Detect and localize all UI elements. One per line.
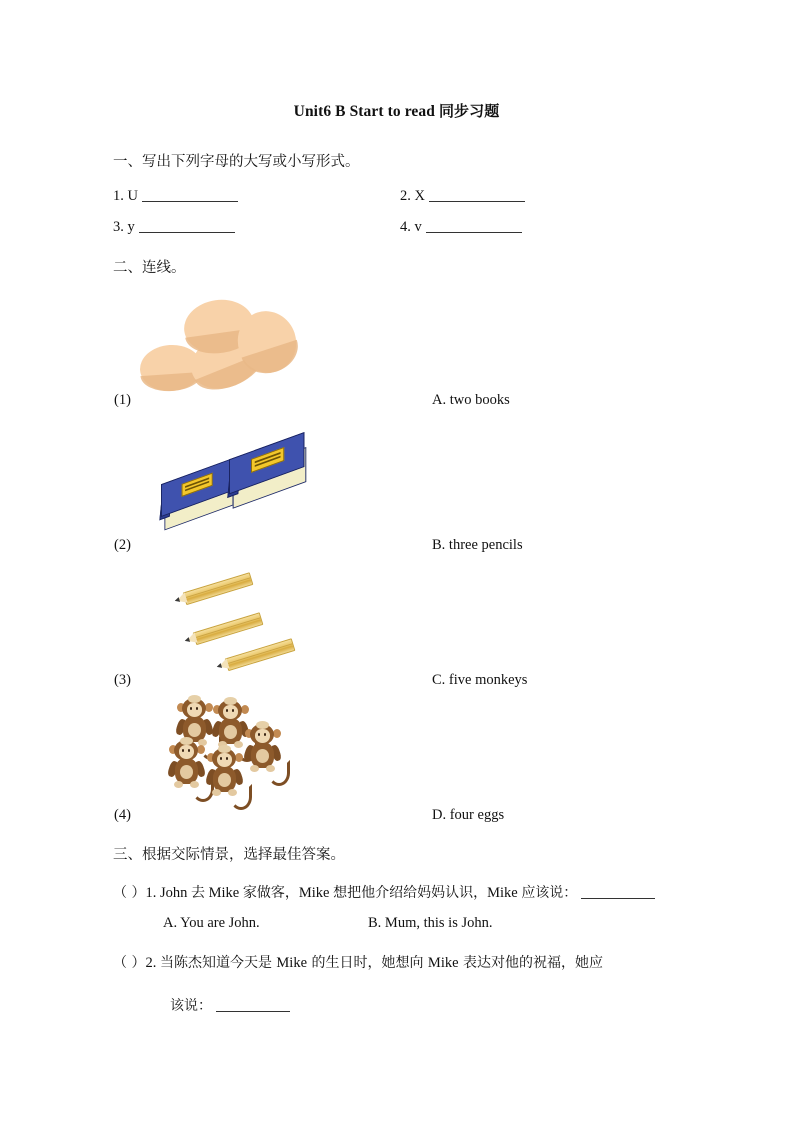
four-eggs-illustration	[140, 295, 315, 395]
question-1-text-en-2: Mike	[204, 885, 243, 901]
page-title	[0, 100, 793, 121]
fill-blank-item-1	[113, 188, 238, 205]
match-number-4[interactable]: (4)	[114, 807, 131, 823]
question-2	[113, 952, 603, 972]
fill-blank-item-2	[400, 188, 525, 205]
question-2-text-cn-1: 当陈杰知道今天是	[159, 955, 277, 971]
question-2-text-cn-4: 该说：	[170, 998, 212, 1014]
question-1-option-b[interactable]: B. Mum, this is John.	[368, 915, 493, 931]
question-1-number: 1.	[145, 885, 157, 901]
question-1-text-cn-3: 想把他介绍给妈妈认识，	[333, 885, 488, 901]
fill-blank-label-4: 4. v	[400, 219, 422, 235]
match-option-a[interactable]: A. two books	[432, 392, 510, 408]
fill-blank-item-4	[400, 219, 522, 236]
pencil-shape	[173, 573, 251, 606]
question-1-text-cn-1: 去	[190, 885, 205, 901]
question-2-bracket[interactable]: （ ）	[113, 955, 146, 971]
fill-blank-label-3: 3. y	[113, 219, 135, 235]
question-2-number: 2.	[145, 955, 157, 971]
question-1	[113, 882, 655, 902]
match-number-3[interactable]: (3)	[114, 672, 131, 688]
question-2-continued	[170, 995, 290, 1015]
question-1-bracket[interactable]: （ ）	[113, 885, 146, 901]
question-2-answer-blank[interactable]	[216, 1011, 290, 1012]
question-1-text-en-4: Mike	[487, 885, 522, 901]
match-option-d[interactable]: D. four eggs	[432, 807, 505, 823]
question-2-text-cn-2: 的生日时，她想向	[307, 955, 428, 971]
answer-blank-2[interactable]	[429, 201, 525, 202]
match-option-c[interactable]: C. five monkeys	[432, 672, 528, 688]
question-2-text-en-1: Mike	[276, 955, 308, 971]
section-2-heading: 二、连线。	[113, 260, 186, 276]
answer-blank-1[interactable]	[142, 201, 238, 202]
five-monkeys-illustration	[168, 698, 303, 806]
question-1-text-cn-2: 家做客，	[242, 885, 299, 901]
pencil-shape	[215, 639, 293, 672]
fill-blank-item-3	[113, 219, 235, 236]
section-3-heading: 三、根据交际情景，选择最佳答案。	[113, 847, 345, 863]
match-number-1[interactable]: (1)	[114, 392, 131, 408]
section-1-heading: 一、写出下列字母的大写或小写形式。	[113, 154, 360, 170]
pencil-shape	[183, 613, 261, 646]
fill-blank-label-1: 1. U	[113, 188, 138, 204]
answer-blank-4[interactable]	[426, 232, 522, 233]
question-1-text-en-1: John	[159, 885, 191, 901]
question-2-text-cn-3: 表达对他的祝福，她应	[458, 955, 603, 971]
two-books-illustration	[155, 442, 305, 530]
question-1-text-cn-4: 应该说：	[521, 885, 578, 901]
monkey-shape	[244, 724, 282, 776]
answer-blank-3[interactable]	[139, 232, 235, 233]
three-pencils-illustration	[165, 578, 315, 676]
question-2-text-en-2: Mike	[427, 955, 459, 971]
match-number-2[interactable]: (2)	[114, 537, 131, 553]
monkey-shape	[206, 748, 244, 800]
question-1-text-en-3: Mike	[298, 885, 334, 901]
monkey-shape	[168, 740, 206, 792]
fill-blank-label-2: 2. X	[400, 188, 425, 204]
page-title-cn: 同步习题	[438, 102, 500, 120]
question-1-option-a[interactable]: A. You are John.	[163, 915, 260, 931]
question-1-answer-blank[interactable]	[581, 898, 655, 899]
match-option-b[interactable]: B. three pencils	[432, 537, 523, 553]
page-title-en: Unit6 B Start to read	[293, 103, 439, 120]
